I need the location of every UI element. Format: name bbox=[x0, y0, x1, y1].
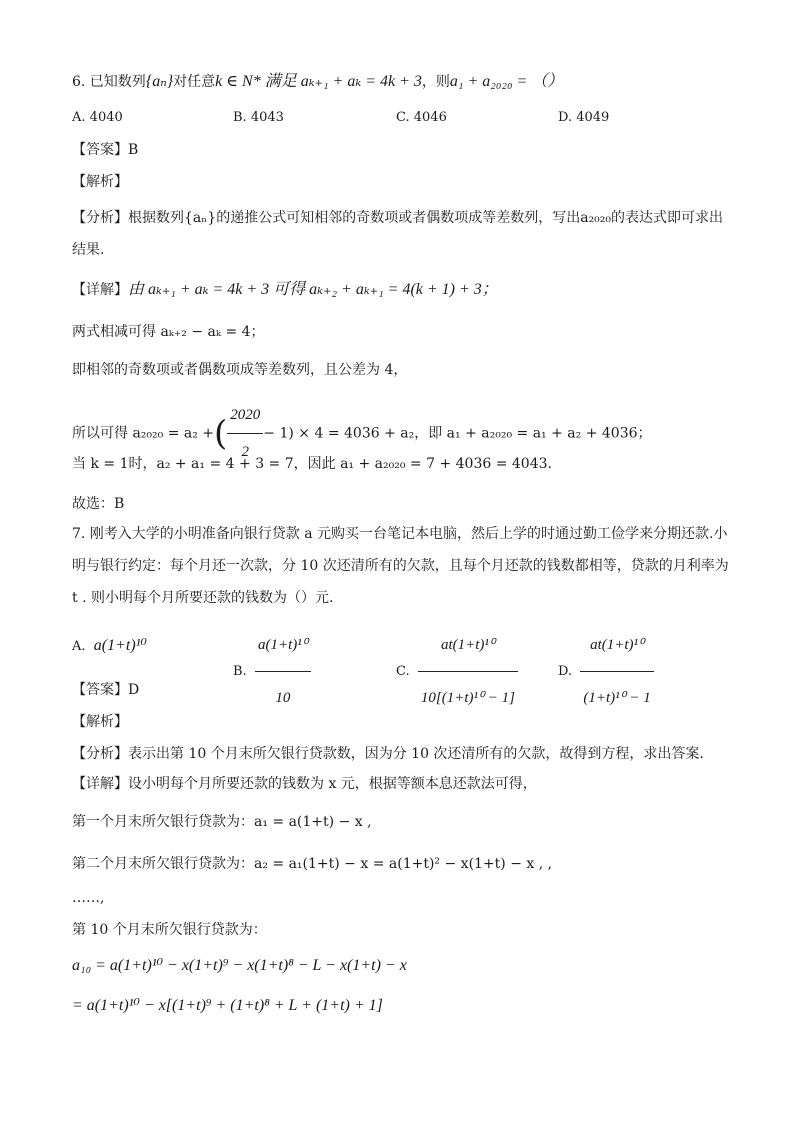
q7-month2: 第二个月末所欠银行贷款为：a₂ = a₁(1+t) − x = a(1+t)² − x(1+t) − x , , bbox=[72, 856, 553, 872]
q6-stem bbox=[72, 72, 563, 92]
q7-answer: 【答案】D bbox=[72, 682, 140, 698]
q6-jiexi: 【解析】 bbox=[72, 174, 128, 190]
q6-fenxi-cont: 结果. bbox=[72, 242, 105, 258]
q7-option-d: D. $\frac{\text{at(1+t)¹⁰}}{\text{(1+t)¹⁰ − 1}}$ bbox=[558, 620, 654, 723]
q6-option-a: A. 4040 bbox=[72, 110, 123, 125]
q6-xiangjie: 【详解】由 aₖ₊₁ + aₖ = 4k + 3 可得 aₖ₊₂ + aₖ₊₁ = 4(k + 1) + 3； bbox=[72, 281, 498, 298]
q7-option-c: C. $\frac{\text{at(1+t)¹⁰}}{\text{10[(1+t)¹⁰ − 1]}}$ bbox=[396, 620, 518, 723]
q6-line5: 当 k = 1时，a₂ + a₁ = 4 + 3 = 7，因此 a₁ + a₂₀₂₀ = 7 + 4036 = 4043. bbox=[72, 456, 552, 472]
q7-stem-line2: 明与银行约定：每个月还一次款，分 10 次还清所有的欠款，且每个月还款的钱数都相等，贷款的月利率为 bbox=[72, 558, 729, 574]
q6-line6: 故选：B bbox=[72, 496, 125, 512]
q7-xiangjie: 【详解】设小明每个月所要还款的钱数为 x 元，根据等额本息还款法可得， bbox=[72, 776, 537, 792]
q7-equation2: = a(1+t)¹⁰ − x[(1+t)⁹ + (1+t)⁸ + L + (1+t) + 1] bbox=[72, 997, 383, 1014]
q6-line2: 两式相减可得 aₖ₊₂ − aₖ = 4； bbox=[72, 324, 265, 340]
q6-answer: 【答案】B bbox=[72, 142, 139, 158]
q6-ask: a₁ + a₂₀₂₀ = （） bbox=[449, 73, 564, 90]
q6-option-b: B. 4043 bbox=[233, 110, 284, 125]
q7-option-b: B. $\frac{\text{a(1+t)¹⁰}}{10}$ bbox=[233, 620, 311, 723]
q7-option-a: A. a(1+t)¹⁰ bbox=[72, 637, 147, 654]
q7-month10: 第 10 个月末所欠银行贷款为： bbox=[72, 922, 267, 938]
q6-option-c: C. 4046 bbox=[396, 110, 447, 125]
q7-fenxi: 【分析】表示出第 10 个月末所欠银行贷款数，因为分 10 次还清所有的欠款，故得到方程，求出答案. bbox=[72, 746, 704, 762]
q7-jiexi: 【解析】 bbox=[72, 714, 128, 730]
q7-month1: 第一个月末所欠银行贷款为：a₁ = a(1+t) − x , bbox=[72, 814, 372, 830]
q6-mid1: 对任意 bbox=[173, 74, 216, 90]
q7-dots: ……, bbox=[72, 890, 105, 906]
q7-equation1: a₁₀ = a(1+t)¹⁰ − x(1+t)⁹ − x(1+t)⁸ − L − x(1+t) − x bbox=[72, 957, 407, 974]
q6-seq: {aₙ} bbox=[145, 73, 174, 90]
q6-fenxi: 【分析】根据数列{aₙ}的递推公式可知相邻的奇数项或者偶数项成等差数列，写出a₂₀₂₀的表达式即可求出 bbox=[72, 210, 724, 226]
q6-option-d: D. 4049 bbox=[558, 110, 610, 125]
q7-stem-line3: t . 则小明每个月所要还款的钱数为（）元. bbox=[72, 590, 334, 606]
q6-condition: k ∈ N* 满足 aₖ₊₁ + aₖ = 4k + 3 bbox=[215, 73, 422, 90]
q6-stem-prefix: 6. 已知数列 bbox=[72, 74, 146, 90]
q7-stem-line1: 7. 刚考入大学的小明准备向银行贷款 a 元购买一台笔记本电脑，然后上学的时通过勤工俭学来分期还款.小 bbox=[72, 526, 728, 542]
q6-line3: 即相邻的奇数项或者偶数项成等差数列，且公差为 4， bbox=[72, 362, 408, 378]
q6-line4: 所以可得 a₂₀₂₀ = a₂ +( $\frac{2020}{2}$ − 1) × 4 = 4036 + a₂，即 a₁ + a₂₀₂₀ = a₁ + a₂ + 4036； bbox=[72, 398, 652, 469]
q6-mid2: ，则 bbox=[421, 74, 450, 90]
